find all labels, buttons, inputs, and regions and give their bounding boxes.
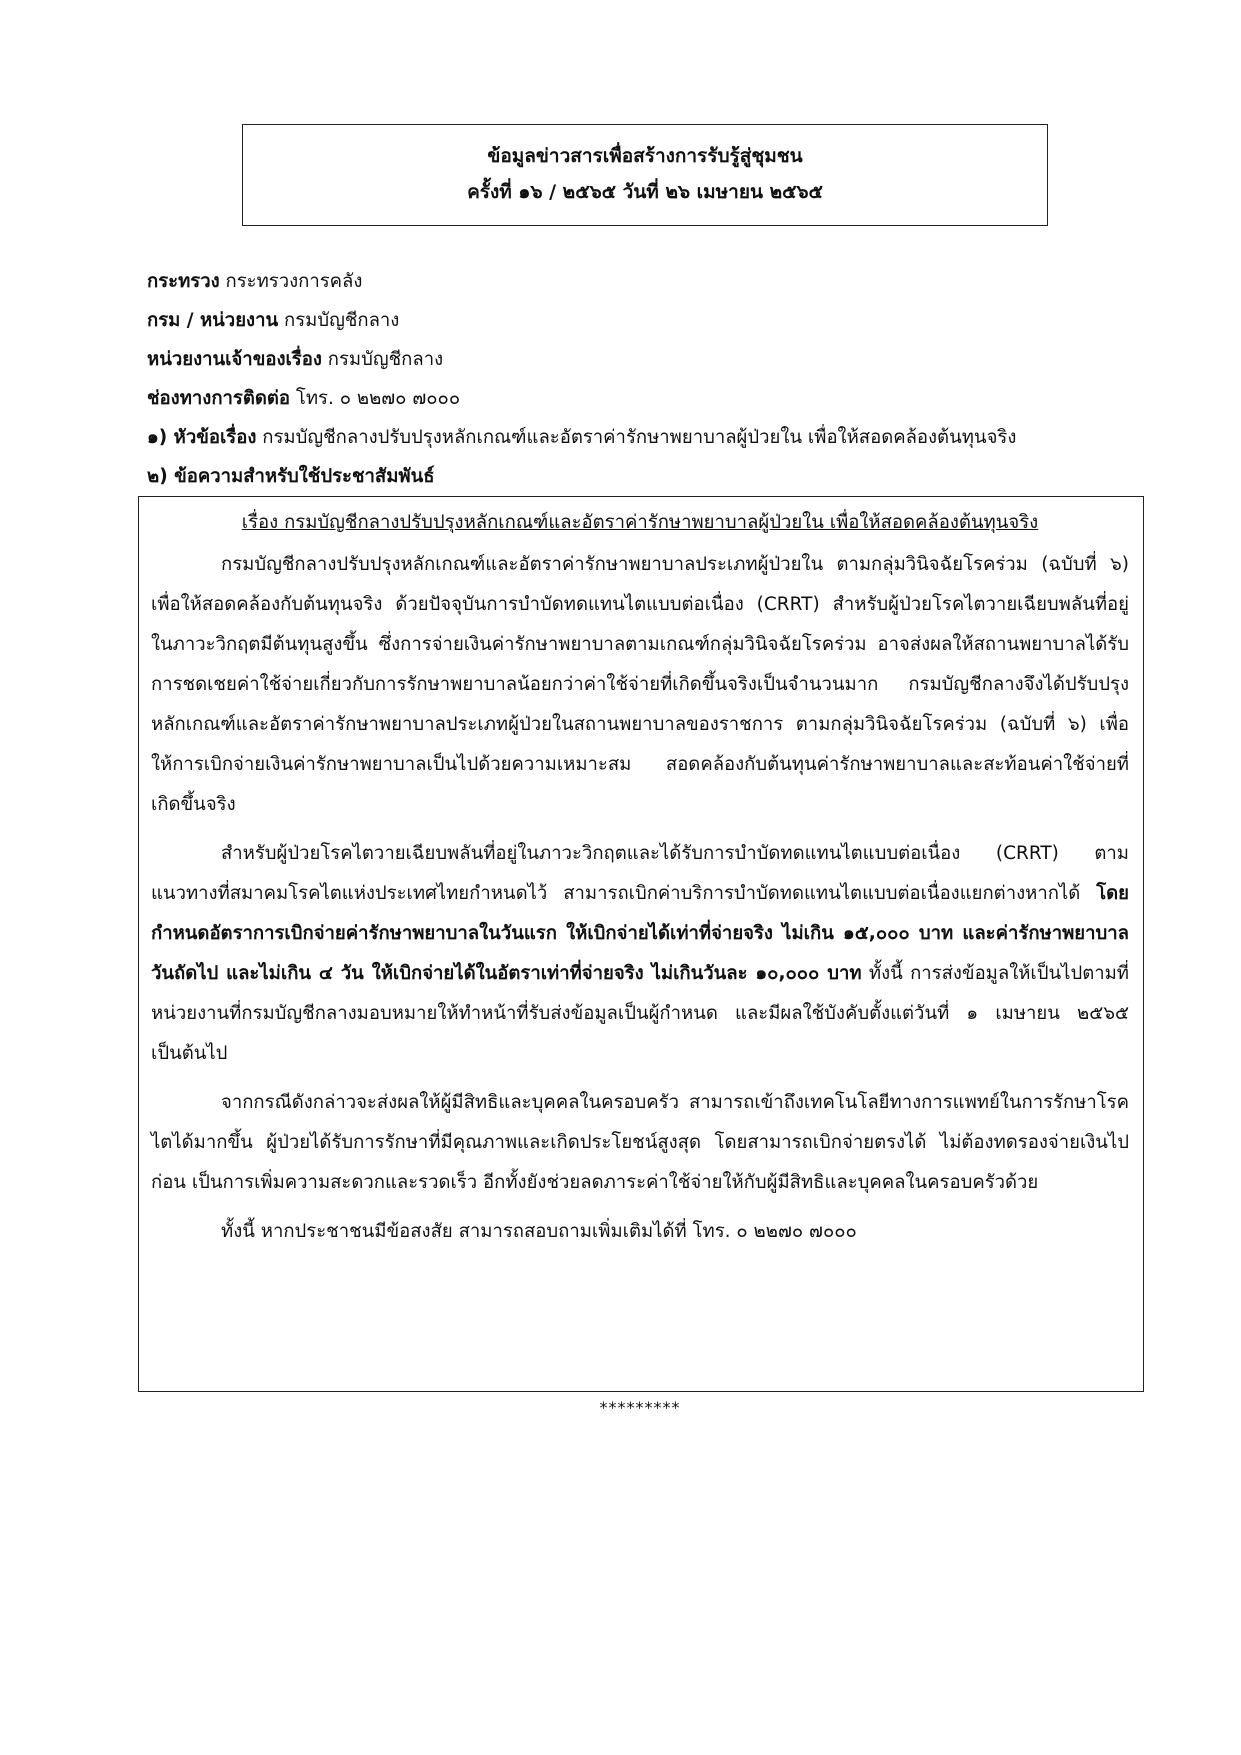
meta-contact-label: ช่องทางการติดต่อ bbox=[147, 388, 290, 409]
press-paragraph-2 bbox=[151, 834, 1129, 1074]
press-paragraph-2-intro: สำหรับผู้ป่วยโรคไตวายเฉียบพลันที่อยู่ในภาวะวิกฤตและได้รับการบำบัดทดแทนไตแบบต่อเนื่อง (CRRT) ตามแนวทางที่สมาคมโรคไตแห่งประเทศไทยกำหนดไว้ สามารถเบิกค่าบริการบำบัดทดแทนไตแบบต่อเนื่องแยกต่างหากได้ bbox=[151, 843, 1129, 904]
header-issue: ครั้งที่ ๑๖ / ๒๕๖๕ วันที่ ๒๖ เมษายน ๒๕๖๕ bbox=[467, 181, 823, 203]
press-title: เรื่อง กรมบัญชีกลางปรับปรุงหลักเกณฑ์และอัตราค่ารักษาพยาบาลผู้ป่วยใน เพื่อให้สอดคล้องต้นทุนจริง bbox=[241, 512, 1039, 533]
meta-message-label: ๒) ข้อความสำหรับใช้ประชาสัมพันธ์ bbox=[147, 466, 435, 487]
meta-topic-label: ๑) หัวข้อเรื่อง bbox=[147, 427, 257, 448]
press-paragraph-3: จากกรณีดังกล่าวจะส่งผลให้ผู้มีสิทธิและบุคคลในครอบครัว สามารถเข้าถึงเทคโนโลยีทางการแพทย์ในการรักษาโรคไตได้มากขึ้น ผู้ป่วยได้รับการรักษาที่มีคุณภาพและเกิดประโยชน์สูงสุด โดยสามารถเบิกจ่ายตรงได้ ไม่ต้องทดรองจ่ายเงินไปก่อน เป็นการเพิ่มความสะดวกและรวดเร็ว อีกทั้งยังช่วยลดภาระค่าใช้จ่ายให้กับผู้มีสิทธิและบุคคลในครอบครัวด้วย bbox=[151, 1092, 1129, 1193]
press-paragraph-2-outro: ทั้งนี้ การส่งข้อมูลให้เป็นไปตามที่หน่วยงานที่กรมบัญชีกลางมอบหมายให้ทำหน้าที่รับส่งข้อมูลเป็นผู้กำหนด และมีผลใช้บังคับตั้งแต่วันที่ ๑ เมษายน ๒๕๖๕ เป็นต้นไป bbox=[151, 963, 1129, 1064]
meta-ministry-value: กระทรวงการคลัง bbox=[219, 271, 363, 292]
meta-ministry bbox=[147, 262, 1137, 301]
meta-owner-label: หน่วยงานเจ้าของเรื่อง bbox=[147, 349, 322, 370]
header-title: ข้อมูลข่าวสารเพื่อสร้างการรับรู้สู่ชุมชน bbox=[487, 145, 803, 167]
press-paragraph-2-rates: โดยกำหนดอัตราการเบิกจ่ายค่ารักษาพยาบาลในวันแรก ให้เบิกจ่ายได้เท่าที่จ่ายจริง ไม่เกิน ๑๕,๐๐๐ บาท และค่ารักษาพยาบาลวันถัดไป และไม่เกิน ๔ วัน ให้เบิกจ่ายได้ในอัตราเท่าที่จ่ายจริง ไม่เกินวันละ ๑๐,๐๐๐ บาท bbox=[151, 883, 1129, 984]
meta-dept bbox=[147, 301, 1137, 340]
meta-owner bbox=[147, 340, 1137, 379]
meta-dept-label: กรม / หน่วยงาน bbox=[147, 310, 279, 331]
end-marker: ********* bbox=[599, 1398, 681, 1417]
meta-contact bbox=[147, 379, 1137, 418]
press-paragraph-4: ทั้งนี้ หากประชาชนมีข้อสงสัย สามารถสอบถามเพิ่มเติมได้ที่ โทร. ๐ ๒๒๗๐ ๗๐๐๐ bbox=[221, 1221, 857, 1242]
meta-contact-value: โทร. ๐ ๒๒๗๐ ๗๐๐๐ bbox=[290, 388, 461, 409]
meta-topic bbox=[147, 418, 1137, 457]
press-paragraph-1: กรมบัญชีกลางปรับปรุงหลักเกณฑ์และอัตราค่ารักษาพยาบาลประเภทผู้ป่วยใน ตามกลุ่มวินิจฉัยโรคร่วม (ฉบับที่ ๖) เพื่อให้สอดคล้องกับต้นทุนจริง ด้วยปัจจุบันการบำบัดทดแทนไตแบบต่อเนื่อง (CRRT) สำหรับผู้ป่วยโรคไตวายเฉียบพลันที่อยู่ในภาวะวิกฤตมีต้นทุนสูงขึ้น ซึ่งการจ่ายเงินค่ารักษาพยาบาลตามเกณฑ์กลุ่มวินิจฉัยโรคร่วม อาจส่งผลให้สถานพยาบาลได้รับการชดเชยค่าใช้จ่ายเกี่ยวกับการรักษาพยาบาลน้อยกว่าค่าใช้จ่ายที่เกิดขึ้นจริงเป็นจำนวนมาก กรมบัญชีกลางจึงได้ปรับปรุงหลักเกณฑ์และอัตราค่ารักษาพยาบาลประเภทผู้ป่วยในสถานพยาบาลของราชการ ตามกลุ่มวินิจฉัยโรคร่วม (ฉบับที่ ๖) เพื่อให้การเบิกจ่ายเงินค่ารักษาพยาบาลเป็นไปด้วยความเหมาะสม สอดคล้องกับต้นทุนค่ารักษาพยาบาลและสะท้อนค่าใช้จ่ายที่เกิดขึ้นจริง bbox=[151, 554, 1129, 815]
meta-topic-value: กรมบัญชีกลางปรับปรุงหลักเกณฑ์และอัตราค่ารักษาพยาบาลผู้ป่วยใน เพื่อให้สอดคล้องต้นทุนจริง bbox=[256, 427, 1017, 448]
press-release-box bbox=[138, 496, 1144, 1392]
meta-dept-value: กรมบัญชีกลาง bbox=[278, 310, 400, 331]
meta-message bbox=[147, 457, 1137, 496]
meta-ministry-label: กระทรวง bbox=[147, 271, 220, 292]
meta-owner-value: กรมบัญชีกลาง bbox=[321, 349, 444, 370]
header-box bbox=[242, 124, 1048, 226]
meta-section bbox=[147, 262, 1137, 496]
